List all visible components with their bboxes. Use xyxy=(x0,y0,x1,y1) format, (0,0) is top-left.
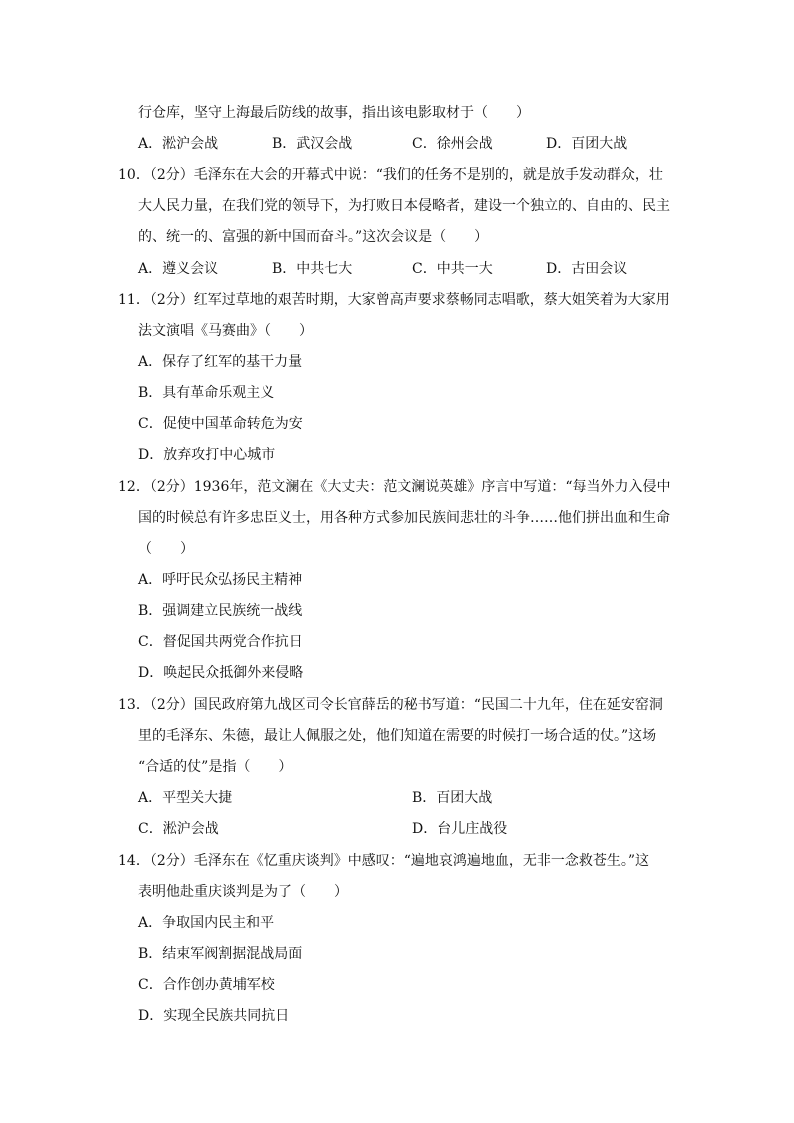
q10-option-b[interactable]: B．中共七大 xyxy=(272,261,353,277)
q13-option-a[interactable]: A．平型关大捷 xyxy=(138,790,233,806)
q12-stem-line3: （ ） xyxy=(138,541,194,557)
q14-option-b[interactable]: B．结束军阀割据混战局面 xyxy=(138,946,303,962)
q10-stem-line2: 大人民力量，在我们党的领导下，为打败日本侵略者，建设一个独立的、自由的、民主 xyxy=(138,198,670,214)
q12-option-d[interactable]: D．唤起民众抵御外来侵略 xyxy=(138,665,304,681)
q12-stem-line2: 国的时候总有许多忠臣义士，用各种方式参加民族间悲壮的斗争……他们拼出血和生命 xyxy=(138,510,670,526)
q11-option-d[interactable]: D．放弃攻打中心城市 xyxy=(138,447,276,463)
q10-stem-line3: 的、统一的、富强的新中国而奋斗。”这次会议是（ ） xyxy=(138,229,489,245)
q12-option-c[interactable]: C．督促国共两党合作抗日 xyxy=(138,634,303,650)
q12-stem-line1: 12．（2分）1936年，范文澜在《大丈夫：范文澜说英雄》序言中写道：“每当外力入侵中 xyxy=(118,479,671,495)
q13-stem-line1: 13．（2分）国民政府第九战区司令长官薛岳的秘书写道：“民国二十九年，住在延安窑洞 xyxy=(118,697,663,713)
q11-stem-line2: 法文演唱《马赛曲》（ ） xyxy=(138,323,313,339)
q12-option-b[interactable]: B．强调建立民族统一战线 xyxy=(138,603,303,619)
q10-option-d[interactable]: D．古田会议 xyxy=(546,261,628,277)
q14-stem-line1: 14．（2分）毛泽东在《忆重庆谈判》中感叹：“遍地哀鸿遍地血，无非一念救苍生。”这 xyxy=(118,853,650,869)
q10-option-a[interactable]: A．遵义会议 xyxy=(138,261,219,277)
q14-option-d[interactable]: D．实现全民族共同抗日 xyxy=(138,1008,290,1024)
q9-stem-continuation: 行仓库，坚守上海最后防线的故事，指出该电影取材于（ ） xyxy=(138,105,530,121)
q13-stem-line2: 里的毛泽东、朱德，最让人佩服之处，他们知道在需要的时候打一场合适的仗。”这场 xyxy=(138,728,657,744)
q9-option-d[interactable]: D．百团大战 xyxy=(546,136,628,152)
q10-stem-line1: 10．（2分）毛泽东在大会的开幕式中说：“我们的任务不是别的，就是放手发动群众，壮 xyxy=(118,167,663,183)
q13-stem-line3: “合适的仗”是指（ ） xyxy=(138,759,293,775)
q12-option-a[interactable]: A．呼吁民众弘扬民主精神 xyxy=(138,572,303,588)
q13-option-d[interactable]: D．台儿庄战役 xyxy=(412,821,508,837)
q11-stem-line1: 11．（2分）红军过草地的艰苦时期，大家曾高声要求蔡畅同志唱歌，蔡大姐笑着为大家用 xyxy=(118,292,670,308)
q11-option-b[interactable]: B．具有革命乐观主义 xyxy=(138,385,275,401)
q9-option-c[interactable]: C．徐州会战 xyxy=(412,136,493,152)
q9-option-b[interactable]: B．武汉会战 xyxy=(272,136,353,152)
q9-option-a[interactable]: A．淞沪会战 xyxy=(138,136,219,152)
q14-option-c[interactable]: C．合作创办黄埔军校 xyxy=(138,977,275,993)
q11-option-a[interactable]: A．保存了红军的基干力量 xyxy=(138,354,303,370)
q14-stem-line2: 表明他赴重庆谈判是为了（ ） xyxy=(138,884,348,900)
q10-option-c[interactable]: C．中共一大 xyxy=(412,261,493,277)
q11-option-c[interactable]: C．促使中国革命转危为安 xyxy=(138,416,303,432)
q13-option-b[interactable]: B．百团大战 xyxy=(412,790,493,806)
q13-option-c[interactable]: C．淞沪会战 xyxy=(138,821,219,837)
q14-option-a[interactable]: A．争取国内民主和平 xyxy=(138,915,275,931)
